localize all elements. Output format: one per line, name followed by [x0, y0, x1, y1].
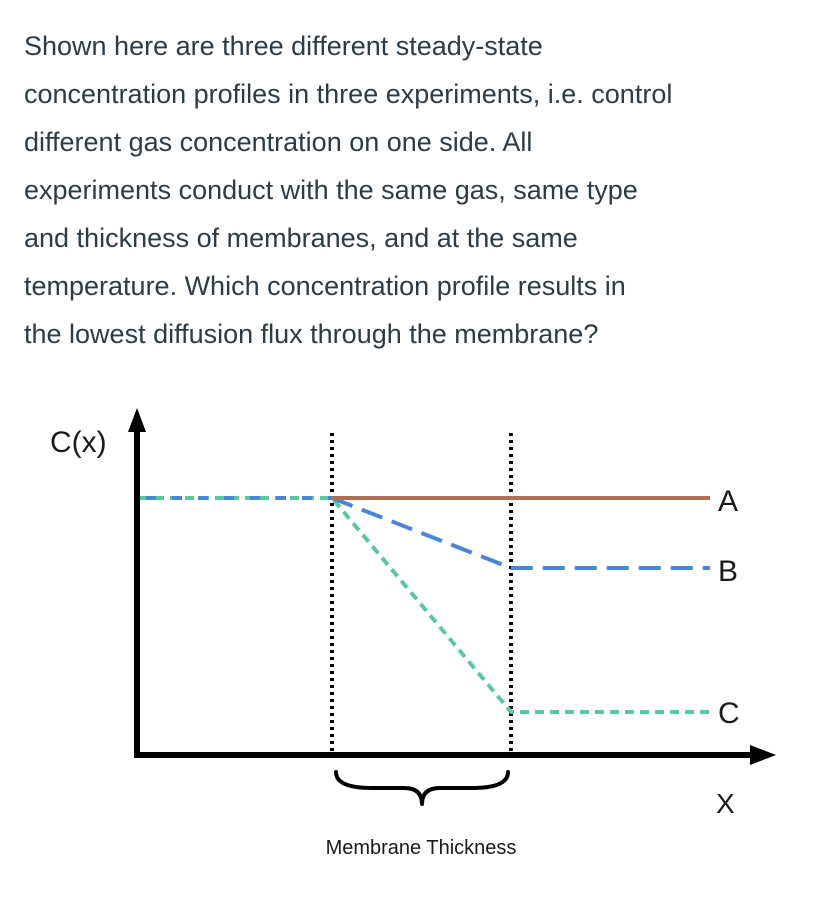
question-line: different gas concentration on one side. All — [24, 127, 533, 157]
profile-c-line — [140, 498, 710, 712]
x-axis-arrow — [750, 745, 776, 765]
profile-c-label: C — [718, 697, 740, 730]
profile-b-label: B — [718, 555, 739, 588]
profile-b-line — [332, 498, 710, 568]
question-line: concentration profiles in three experiments, i.e. control — [24, 79, 673, 109]
question-line: Shown here are three different steady-state — [24, 31, 543, 61]
membrane-brace — [336, 772, 508, 804]
question-line: and thickness of membranes, and at the same — [24, 223, 578, 253]
y-axis-label: C(x) — [50, 426, 107, 459]
question-line: the lowest diffusion flux through the membrane? — [24, 319, 599, 349]
question-line: experiments conduct with the same gas, same type — [24, 175, 638, 205]
question-line: temperature. Which concentration profile results in — [24, 271, 626, 301]
profile-a-label: A — [718, 485, 739, 518]
y-axis-arrow — [128, 408, 146, 432]
x-axis-label: X — [716, 788, 735, 819]
membrane-thickness-label: Membrane Thickness — [325, 837, 517, 859]
